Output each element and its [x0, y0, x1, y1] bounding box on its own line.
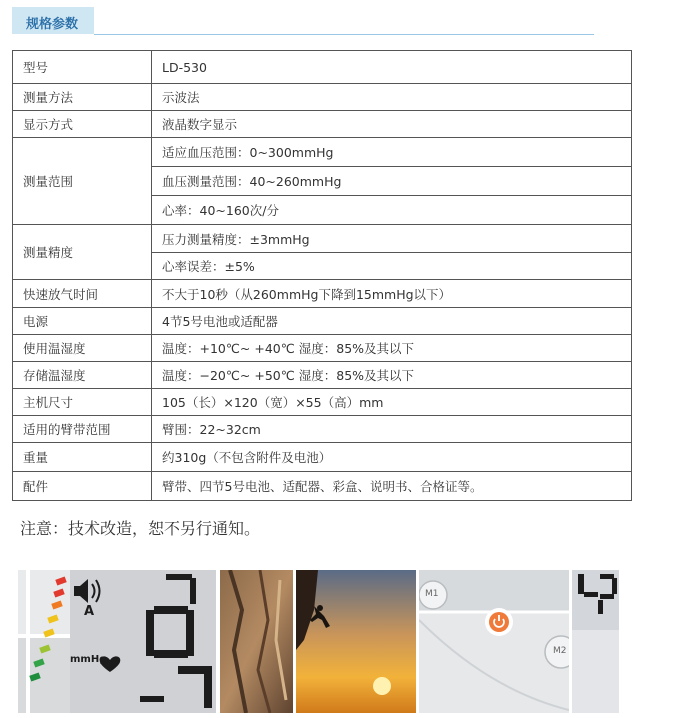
lcd-letter: A — [84, 604, 95, 619]
table-row — [13, 138, 632, 167]
table-row — [13, 111, 632, 138]
button-m2-label: M2 — [553, 646, 567, 656]
spec-label: 快速放气时间 — [13, 280, 152, 308]
table-row — [13, 225, 632, 253]
table-row — [13, 308, 632, 335]
button-m1-label: M1 — [425, 589, 439, 599]
spec-value: 温度：+10℃~ +40℃ 湿度：85%及其以下 — [152, 335, 632, 362]
spec-value: 心率误差：±5% — [152, 253, 632, 280]
spec-label: 重量 — [13, 443, 152, 472]
section-divider — [94, 34, 594, 35]
table-row — [13, 51, 632, 84]
disclaimer-note: 注意：技术改造，恕不另行通知。 — [20, 519, 261, 538]
spec-table — [12, 50, 632, 501]
spec-label: 测量方法 — [13, 84, 152, 111]
spec-value: 约310g（不包含附件及电池） — [152, 443, 632, 472]
lcd-digits-photo — [572, 570, 619, 713]
spec-value: 臂带、四节5号电池、适配器、彩盒、说明书、合格证等。 — [152, 472, 632, 501]
spec-value: 4节5号电池或适配器 — [152, 308, 632, 335]
spec-label: 型号 — [13, 51, 152, 84]
spec-value: 适应血压范围：0~300mmHg — [152, 138, 632, 167]
spec-label: 配件 — [13, 472, 152, 501]
rock-cliff-photo — [220, 570, 293, 713]
spec-label: 适用的臂带范围 — [13, 416, 152, 443]
spec-label: 测量精度 — [13, 225, 152, 280]
spec-value: 不大于10秒（从260mmHg下降到15mmHg以下） — [152, 280, 632, 308]
lcd-unit: mmHg — [70, 654, 107, 665]
device-buttons-photo — [419, 570, 569, 713]
spec-label: 电源 — [13, 308, 152, 335]
climber-sunset-photo — [296, 570, 416, 713]
spec-label: 存储温湿度 — [13, 362, 152, 389]
section-title-tab — [12, 7, 94, 34]
spec-value: 液晶数字显示 — [152, 111, 632, 138]
spec-value: LD-530 — [152, 51, 632, 84]
spec-value: 105（长）×120（宽）×55（高）mm — [152, 389, 632, 416]
table-row — [13, 472, 632, 501]
table-row — [13, 362, 632, 389]
spec-value: 臂围：22~32cm — [152, 416, 632, 443]
spec-value: 血压测量范围：40~260mmHg — [152, 167, 632, 196]
spec-label: 主机尺寸 — [13, 389, 152, 416]
table-row — [13, 335, 632, 362]
table-row — [13, 389, 632, 416]
section-title: 规格参数 — [26, 17, 79, 32]
table-row — [13, 280, 632, 308]
table-row — [13, 443, 632, 472]
lcd-display-photo — [70, 570, 216, 713]
spec-value: 心率：40~160次/分 — [152, 196, 632, 225]
table-row — [13, 416, 632, 443]
spec-label: 使用温湿度 — [13, 335, 152, 362]
indicator-bar-photo — [18, 570, 70, 713]
spec-value: 温度：−20℃~ +50℃ 湿度：85%及其以下 — [152, 362, 632, 389]
spec-label: 测量范围 — [13, 138, 152, 225]
spec-label: 显示方式 — [13, 111, 152, 138]
spec-value: 压力测量精度：±3mmHg — [152, 225, 632, 253]
table-row — [13, 84, 632, 111]
spec-value: 示波法 — [152, 84, 632, 111]
